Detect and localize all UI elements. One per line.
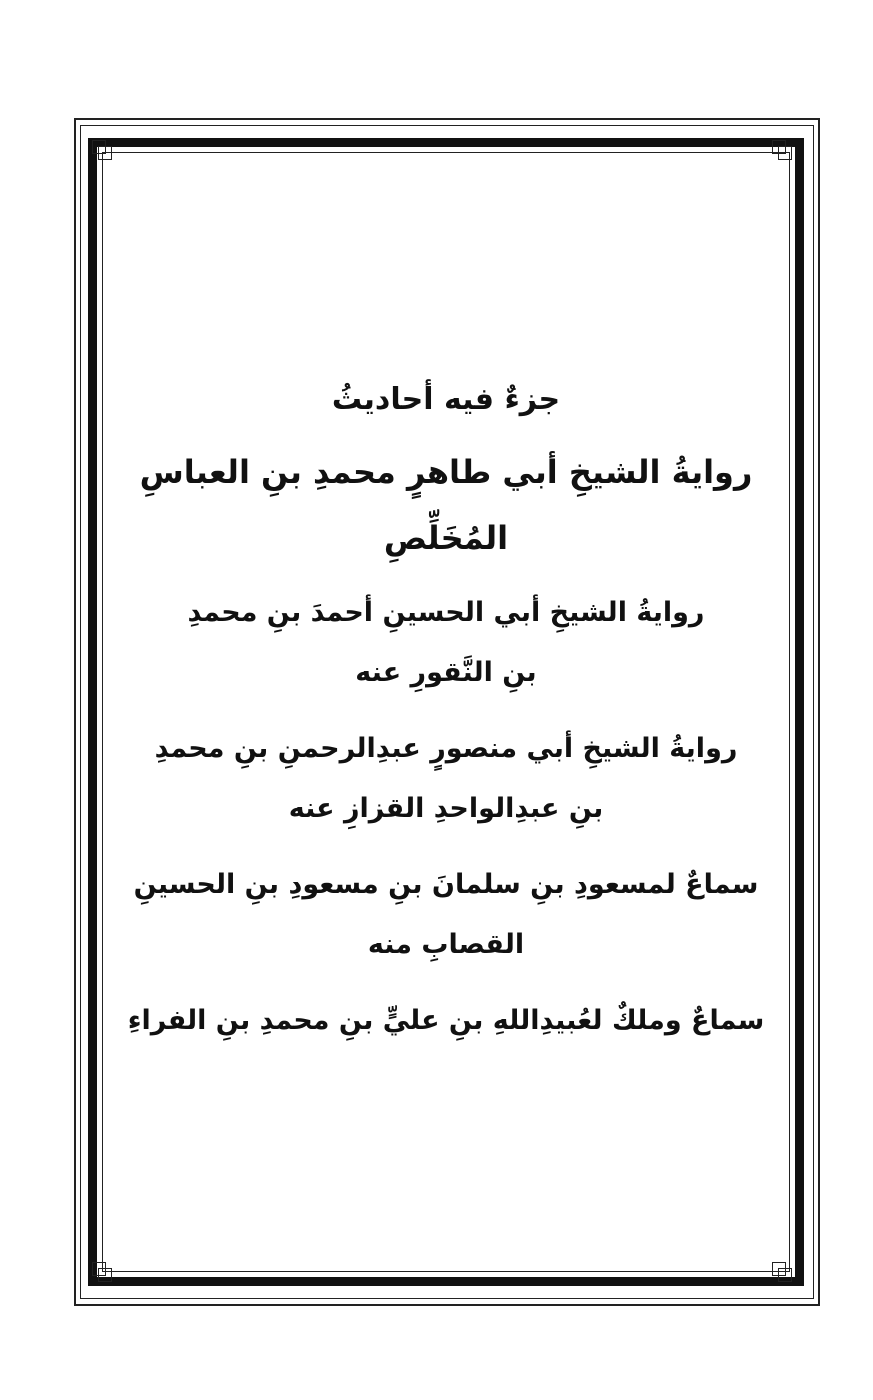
narration-2-line-1: روايةُ الشيخِ أبي منصورٍ عبدِالرحمنِ بنِ محمدِ	[154, 733, 738, 764]
title-page-content	[110, 380, 782, 1040]
title-line-1: جزءٌ فيه أحاديثُ	[331, 382, 561, 417]
corner-ornament-bottom-left	[92, 1262, 112, 1282]
narration-1-line-1: روايةُ الشيخِ أبي الحسينِ أحمدَ بنِ محمدِ	[187, 597, 705, 628]
corner-ornament-top-right	[772, 140, 792, 160]
narration-2-line-2: بنِ عبدِالواحدِ القزازِ عنه	[288, 793, 604, 824]
corner-ornament-top-left	[92, 140, 112, 160]
audition-2-line-1: سماعٌ وملكٌ لعُبيدِاللهِ بنِ عليٍّ بنِ محمدِ بنِ الفراءِ	[127, 1005, 765, 1036]
title-line-2: روايةُ الشيخِ أبي طاهرٍ محمدِ بنِ العباسِ	[139, 453, 753, 491]
corner-ornament-bottom-right	[772, 1262, 792, 1282]
narration-1-line-2: بنِ النَّقورِ عنه	[355, 657, 537, 688]
title-line-3: المُخَلِّصِ	[383, 519, 509, 557]
audition-1-line-2: القصابِ منه	[367, 929, 525, 960]
audition-1-line-1: سماعٌ لمسعودِ بنِ سلمانَ بنِ مسعودِ بنِ الحسينِ	[133, 869, 759, 900]
